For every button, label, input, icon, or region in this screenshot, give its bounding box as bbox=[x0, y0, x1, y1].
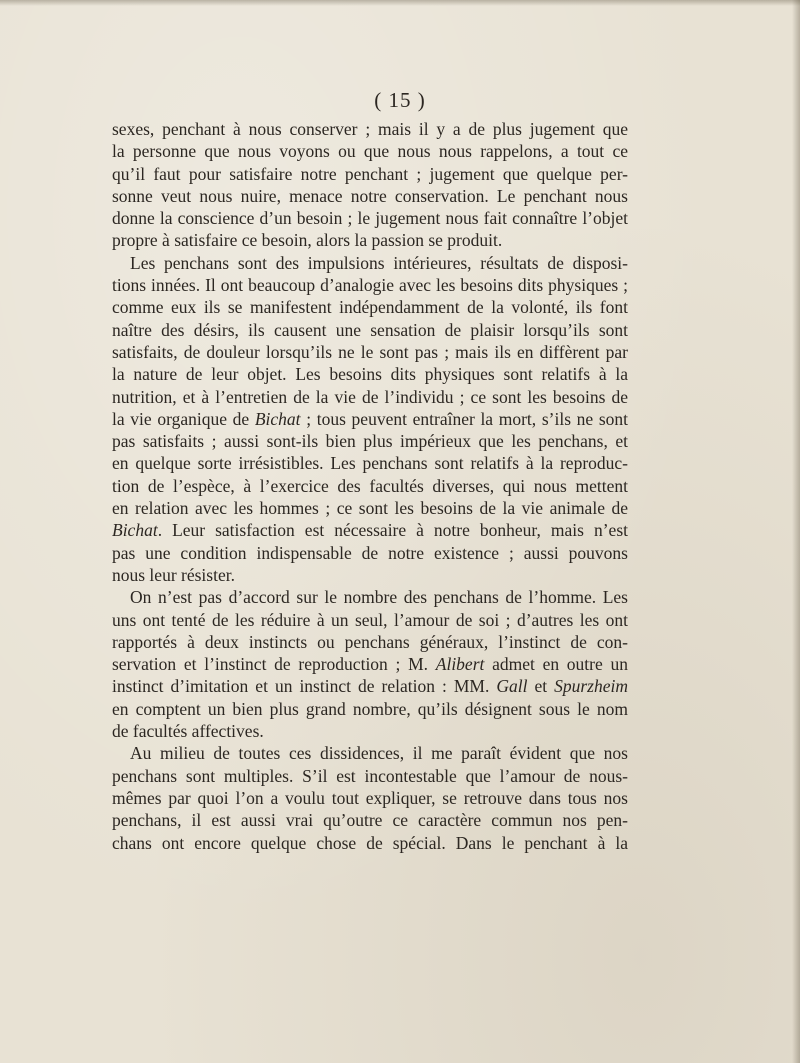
text-line: la personne que nous voyons ou que nous nous rappelons, a tout ce bbox=[112, 141, 628, 162]
text-line: tions innées. Il ont beaucoup d’analogie avec les besoins dits physiques ; bbox=[112, 275, 628, 296]
page-number: ( 15 ) bbox=[374, 88, 426, 112]
text-line: tion de l’espèce, à l’exercice des facultés diverses, qui nous mettent bbox=[112, 475, 628, 496]
text-line: pas une condition indispensable de notre existence ; aussi pouvons bbox=[112, 542, 628, 563]
text-line: Bichat. Leur satisfaction est nécessaire à notre bonheur, mais n’est bbox=[112, 520, 628, 541]
page-top-edge-shadow bbox=[0, 0, 800, 6]
text-line: comme eux ils se manifestent indépendamment de la volonté, ils font bbox=[112, 297, 628, 318]
text-line: nutrition, et à l’entretien de la vie de l’individu ; ce sont les besoins de bbox=[112, 386, 628, 407]
text-line: satisfaits, de douleur lorsqu’ils ne le sont pas ; mais ils en diffèrent par bbox=[112, 341, 628, 362]
text-line: en relation avec les hommes ; ce sont les besoins de la vie animale de bbox=[112, 498, 628, 519]
text-line: servation et l’instinct de reproduction ; M. Alibert admet en outre un bbox=[112, 654, 628, 675]
text-line: Les penchans sont des impulsions intérieures, résultats de disposi- bbox=[130, 252, 628, 273]
text-line: Au milieu de toutes ces dissidences, il me paraît évident que nos bbox=[130, 743, 628, 764]
text-line: sonne veut nous nuire, menace notre conservation. Le penchant nous bbox=[112, 185, 628, 206]
text-line: en quelque sorte irrésistibles. Les penchans sont relatifs à la reproduc- bbox=[112, 453, 628, 474]
text-line: chans ont encore quelque chose de spécial. Dans le penchant à la bbox=[112, 832, 628, 853]
page-right-edge-shadow bbox=[792, 0, 800, 1063]
text-line: sexes, penchant à nous conserver ; mais il y a de plus jugement que bbox=[112, 119, 628, 139]
text-line: uns ont tenté de les réduire à un seul, l’amour de soi ; d’autres les ont bbox=[112, 609, 628, 630]
text-line: donne la conscience d’un besoin ; le jugement nous fait connaître l’objet bbox=[112, 208, 628, 229]
text-line: rapportés à deux instincts ou penchans généraux, l’instinct de con- bbox=[112, 631, 628, 652]
text-line: la nature de leur objet. Les besoins dits physiques sont relatifs à la bbox=[112, 364, 628, 385]
text-line: instinct d’imitation et un instinct de relation : MM. Gall et Spurzheim bbox=[112, 676, 628, 697]
text-line: de facultés affectives. bbox=[112, 721, 264, 742]
text-line: nous leur résister. bbox=[112, 564, 235, 585]
text-line: On n’est pas d’accord sur le nombre des penchans de l’homme. Les bbox=[130, 587, 628, 608]
text-line: la vie organique de Bichat ; tous peuvent entraîner la mort, s’ils ne sont bbox=[112, 408, 629, 429]
text-line: penchans sont multiples. S’il est incontestable que l’amour de nous- bbox=[112, 765, 628, 786]
text-line: penchans, il est aussi vrai qu’outre ce caractère commun nos pen- bbox=[112, 810, 628, 831]
text-line: propre à satisfaire ce besoin, alors la passion se produit. bbox=[112, 230, 503, 251]
text-line: en comptent un bien plus grand nombre, qu’ils désignent sous le nom bbox=[112, 698, 628, 719]
text-line: pas satisfaits ; aussi sont-ils bien plus impérieux que les penchans, et bbox=[112, 431, 628, 452]
text-line: qu’il faut pour satisfaire notre penchant ; jugement que quelque per- bbox=[112, 163, 628, 184]
body-text bbox=[112, 118, 628, 854]
text-line: naître des désirs, ils causent une sensation de plaisir lorsqu’ils sont bbox=[112, 319, 628, 340]
text-line: mêmes par quoi l’on a voulu tout expliquer, se retrouve dans tous nos bbox=[112, 787, 628, 808]
